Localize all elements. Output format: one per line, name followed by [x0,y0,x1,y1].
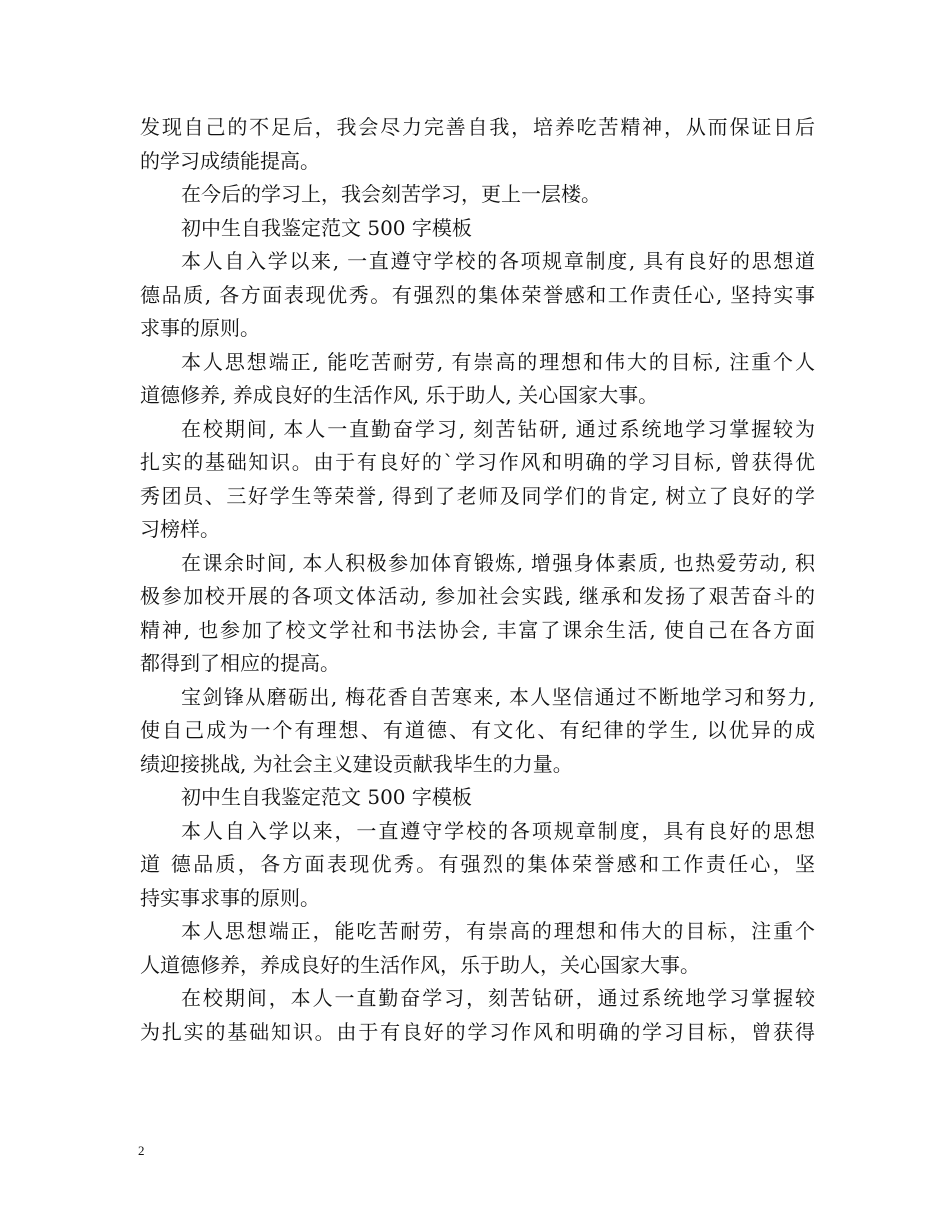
text-line: 为扎实的基础知识。由于有良好的学习作风和明确的学习目标，曾获得 [140,1019,815,1044]
text-line: 道 德品质，各方面表现优秀。有强烈的集体荣誉感和工作责任心，坚 [140,852,815,876]
page-number: 2 [138,1143,145,1158]
text-line: 发现自己的不足后，我会尽力完善自我，培养吃苦精神，从而保证日后 [140,115,815,139]
text-line: 道德修养, 养成良好的生活作风, 乐于助人, 关心国家大事。 [140,383,659,407]
text-line: 在校期间，本人一直勤奋学习，刻苦钻研，通过系统地学习掌握较 [181,986,815,1010]
text-line: 极参加校开展的各项文体活动, 参加社会实践, 继承和发扬了艰苦奋斗的 [140,584,815,608]
section-heading: 初中生自我鉴定范文 500 字模板 [181,785,472,809]
text-line: 人道德修养，养成良好的生活作风，乐于助人，关心国家大事。 [140,952,700,977]
text-line: 的学习成绩能提高。 [140,148,320,173]
text-line: 宝剑锋从磨砺出, 梅花香自苦寒来, 本人坚信通过不断地学习和努力, [181,684,815,709]
text-line: 使自己成为一个有理想、有道德、有文化、有纪律的学生, 以优异的成 [140,718,815,742]
text-line: 本人思想端正，能吃苦耐劳，有崇高的理想和伟大的目标，注重个 [181,919,815,943]
text-line: 扎实的基础知识。由于有良好的`学习作风和明确的学习目标, 曾获得优 [140,450,815,474]
document-body [140,111,815,1049]
text-line: 习榜样。 [140,517,220,541]
text-line: 绩迎接挑战, 为社会主义建设贡献我毕生的力量。 [140,751,573,776]
text-line: 求事的原则。 [140,316,260,340]
section-heading: 初中生自我鉴定范文 500 字模板 [181,215,472,240]
text-line: 本人自入学以来，一直遵守学校的各项规章制度，具有良好的思想 [181,818,815,843]
text-line: 本人自入学以来, 一直遵守学校的各项规章制度, 具有良好的思想道 [181,249,815,273]
text-line: 秀团员、三好学生等荣誉, 得到了老师及同学们的肯定, 树立了良好的学 [140,483,815,508]
text-line: 在校期间, 本人一直勤奋学习, 刻苦钻研, 通过系统地学习掌握较为 [181,416,815,441]
text-line: 在今后的学习上，我会刻苦学习，更上一层楼。 [181,182,601,206]
text-line: 精神, 也参加了校文学社和书法协会, 丰富了课余生活, 使自己在各方面 [140,617,815,642]
text-line: 德品质, 各方面表现优秀。有强烈的集体荣誉感和工作责任心, 坚持实事 [140,282,815,307]
text-line: 持实事求事的原则。 [140,885,320,910]
text-line: 本人思想端正, 能吃苦耐劳, 有崇高的理想和伟大的目标, 注重个人 [181,349,815,374]
text-line: 都得到了相应的提高。 [140,651,340,675]
text-line: 在课余时间, 本人积极参加体育锻炼, 增强身体素质, 也热爱劳动, 积 [181,550,815,575]
